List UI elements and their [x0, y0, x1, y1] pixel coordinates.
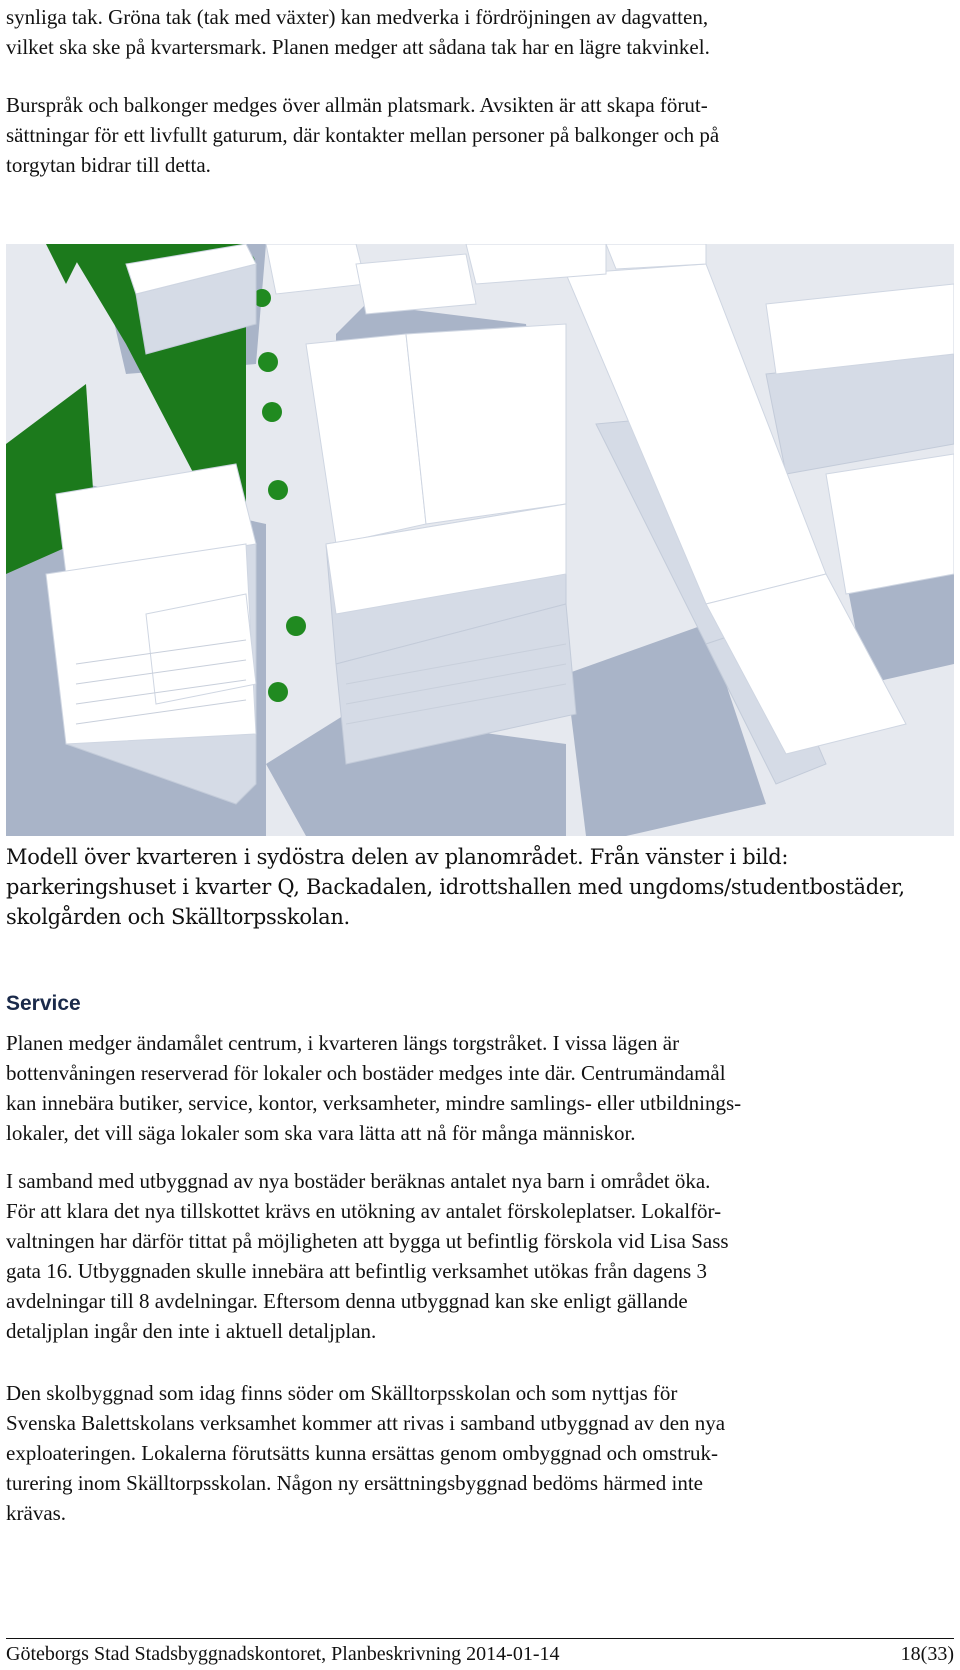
page-number: 18(33) — [900, 1643, 954, 1665]
caption-line: skolgården och Skälltorpsskolan. — [6, 905, 350, 929]
figure-caption — [6, 842, 954, 932]
text-line: lokaler, det vill säga lokaler som ska vara lätta att nå för många människor. — [6, 1121, 636, 1145]
page-footer — [6, 1640, 954, 1668]
paragraph-balconies — [6, 90, 954, 180]
model-illustration — [6, 244, 954, 836]
caption-line: parkeringshuset i kvarter Q, Backadalen, idrottshallen med ungdoms/studentbostäder, — [6, 875, 905, 899]
paragraph-green-roofs — [6, 2, 954, 62]
text-line: krävas. — [6, 1501, 67, 1525]
paragraph-service-preschool — [6, 1166, 954, 1346]
paragraph-service-centrum — [6, 1028, 954, 1148]
text-line: bottenvåningen reserverad för lokaler och bostäder medges inte där. Centrumändamål — [6, 1061, 726, 1085]
text-line: gata 16. Utbyggnaden skulle innebära att befintlig verksamhet utökas från dagens 3 — [6, 1259, 707, 1283]
3d-model-image — [6, 244, 954, 836]
text-line: För att klara det nya tillskottet krävs en utökning av antalet förskoleplatser. Lokalför- — [6, 1199, 722, 1223]
text-line: avdelningar till 8 avdelningar. Eftersom denna utbyggnad kan ske enligt gällande — [6, 1289, 688, 1313]
text-line: exploateringen. Lokalerna förutsätts kunna ersättas genom ombyggnad och omstruk- — [6, 1441, 719, 1465]
text-line: synliga tak. Gröna tak (tak med växter) kan medverka i fördröjningen av dagvatten, — [6, 5, 709, 29]
text-line: Burspråk och balkonger medges över allmän platsmark. Avsikten är att skapa förut- — [6, 93, 708, 117]
text-line: kan innebära butiker, service, kontor, verksamheter, mindre samlings- eller utbildnings- — [6, 1091, 742, 1115]
text-line: detaljplan ingår den inte i aktuell detaljplan. — [6, 1319, 377, 1343]
section-heading-service: Service — [6, 992, 81, 1015]
text-line: torgytan bidrar till detta. — [6, 153, 211, 177]
text-line: I samband med utbyggnad av nya bostäder beräknas antalet nya barn i området öka. — [6, 1169, 711, 1193]
footer-divider — [6, 1638, 954, 1639]
caption-line: Modell över kvarteren i sydöstra delen av planområdet. Från vänster i bild: — [6, 845, 789, 869]
text-line: sättningar för ett livfullt gaturum, där kontakter mellan personer på balkonger och på — [6, 123, 720, 147]
text-line: Den skolbyggnad som idag finns söder om Skälltorpsskolan och som nyttjas för — [6, 1381, 678, 1405]
text-line: vilket ska ske på kvartersmark. Planen medger att sådana tak har en lägre takvinkel. — [6, 35, 710, 59]
paragraph-service-school — [6, 1378, 954, 1528]
text-line: Planen medger ändamålet centrum, i kvarteren längs torgstråket. I vissa lägen är — [6, 1031, 680, 1055]
text-line: turering inom Skälltorpsskolan. Någon ny ersättningsbyggnad bedöms härmed inte — [6, 1471, 703, 1495]
footer-source: Göteborgs Stad Stadsbyggnadskontoret, Planbeskrivning 2014-01-14 — [6, 1643, 560, 1665]
text-line: valtningen har därför tittat på möjligheten att bygga ut befintlig förskola vid Lisa Sass — [6, 1229, 729, 1253]
text-line: Svenska Balettskolans verksamhet kommer att rivas i samband utbyggnad av den nya — [6, 1411, 726, 1435]
